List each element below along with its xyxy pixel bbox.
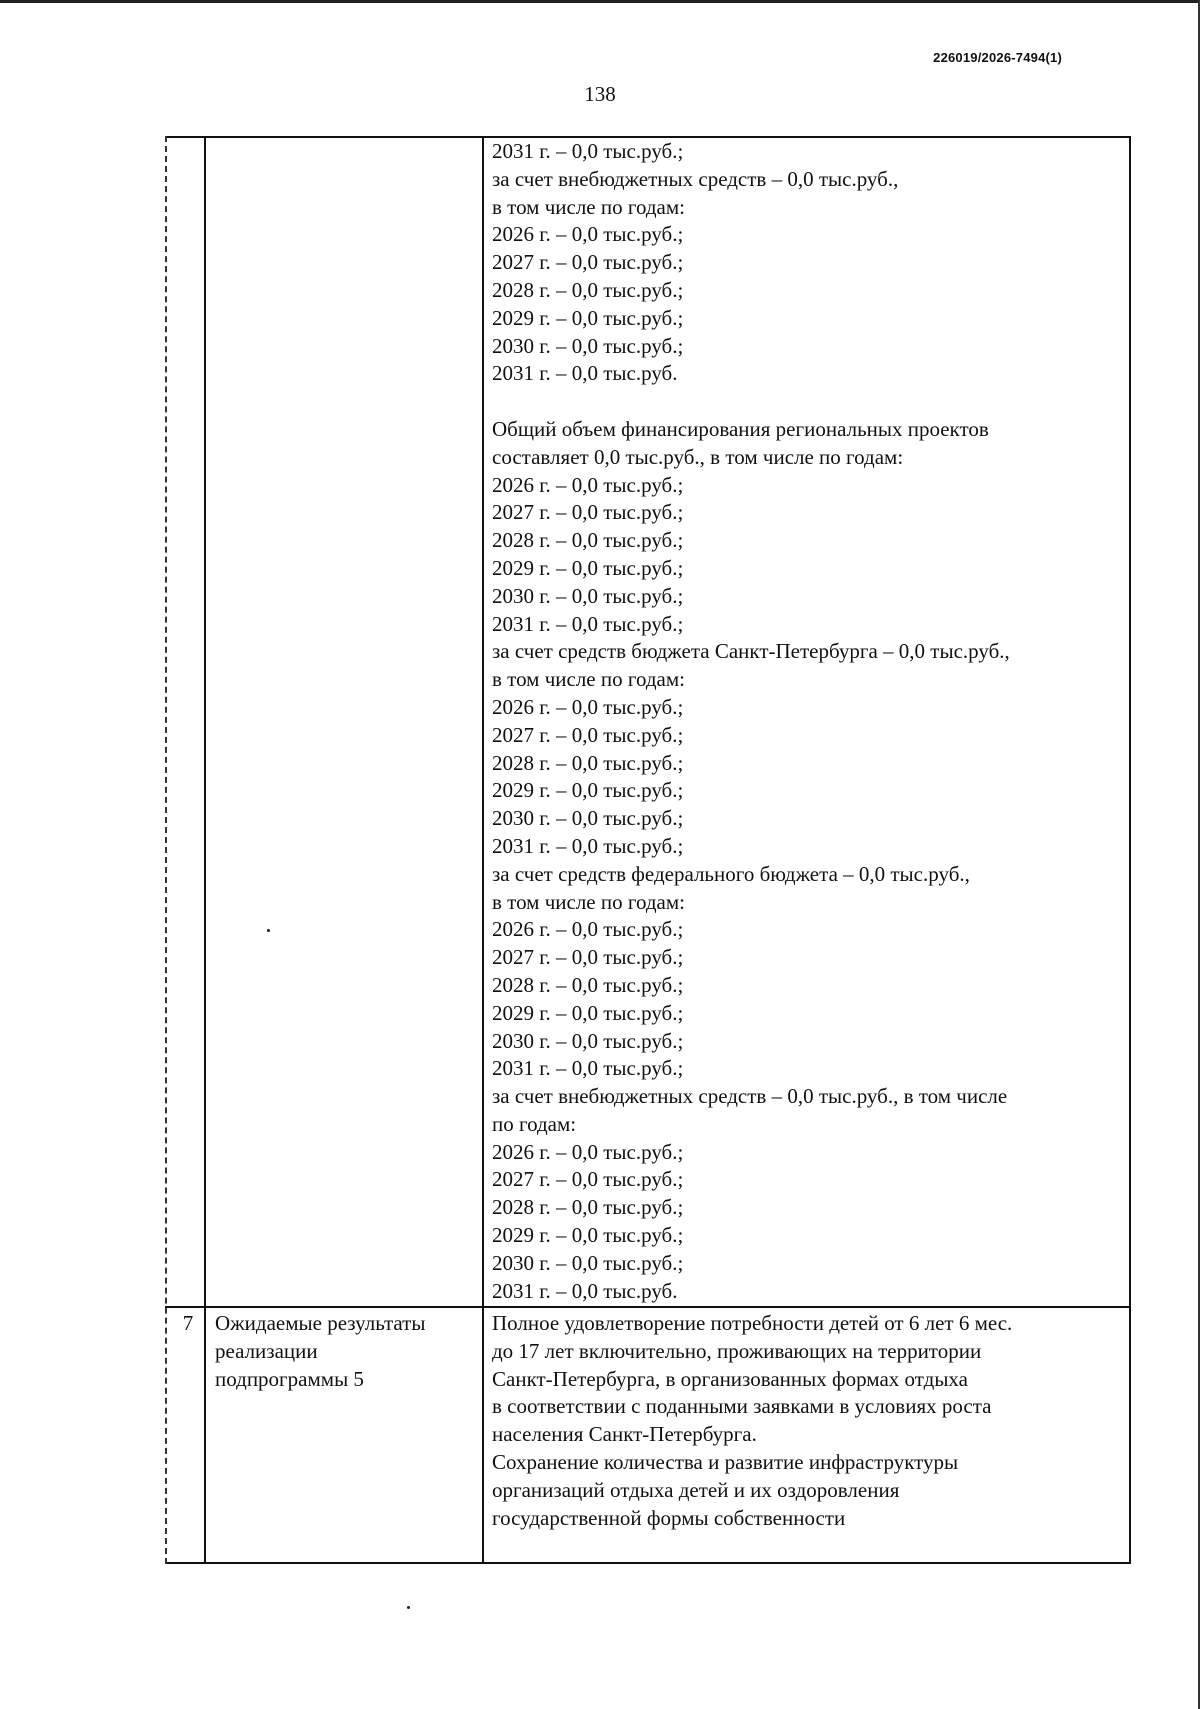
text-line: за счет средств федерального бюджета – 0,0 тыс.руб., [492, 861, 970, 886]
result-line: организаций отдыха детей и их оздоровления [492, 1477, 900, 1502]
text-line: 2029 г. – 0,0 тыс.руб.; [492, 555, 684, 580]
page-number: 138 [584, 82, 616, 106]
scan-top-edge [0, 0, 1200, 3]
name-line: подпрограммы 5 [215, 1366, 364, 1391]
text-line: 2030 г. – 0,0 тыс.руб.; [492, 1250, 684, 1275]
text-line: в том числе по годам: [492, 194, 685, 219]
text-line: 2031 г. – 0,0 тыс.руб. [492, 361, 678, 386]
text-line: в том числе по годам: [492, 889, 685, 914]
result-line: в соответствии с поданными заявками в условиях роста [492, 1394, 992, 1419]
text-line: 2028 г. – 0,0 тыс.руб.; [492, 528, 684, 553]
result-line: Полное удовлетворение потребности детей от 6 лет 6 мес. [492, 1311, 1013, 1335]
text-line: за счет средств бюджета Санкт-Петербурга – 0,0 тыс.руб., [492, 639, 1010, 664]
scan-speck [267, 929, 270, 932]
text-line: 2027 г. – 0,0 тыс.руб.; [492, 500, 684, 525]
table-right-border [1129, 136, 1131, 1564]
row-7-name-cell [215, 1310, 475, 1393]
text-line: 2027 г. – 0,0 тыс.руб.; [492, 1167, 684, 1192]
text-line: 2029 г. – 0,0 тыс.руб.; [492, 305, 684, 330]
text-line: 2029 г. – 0,0 тыс.руб.; [492, 778, 684, 803]
text-line: 2026 г. – 0,0 тыс.руб.; [492, 222, 684, 247]
document-registration-code: 226019/2026-7494(1) [933, 50, 1062, 65]
result-line: Сохранение количества и развитие инфраструктуры [492, 1449, 959, 1474]
blank-line [492, 388, 1122, 416]
name-line: Ожидаемые результаты [215, 1311, 426, 1335]
text-line: 2028 г. – 0,0 тыс.руб.; [492, 972, 684, 997]
column-divider-name [482, 136, 484, 1564]
row-7-number: 7 [182, 1311, 194, 1335]
text-line: 2026 г. – 0,0 тыс.руб.; [492, 694, 684, 719]
text-line: 2026 г. – 0,0 тыс.руб.; [492, 472, 684, 497]
text-line: 2026 г. – 0,0 тыс.руб.; [492, 1139, 684, 1164]
text-line: 2029 г. – 0,0 тыс.руб.; [492, 1000, 684, 1025]
text-line: 2031 г. – 0,0 тыс.руб.; [492, 1056, 684, 1081]
text-line: 2030 г. – 0,0 тыс.руб.; [492, 1028, 684, 1053]
row-divider-7 [165, 1306, 1131, 1308]
text-line: 2030 г. – 0,0 тыс.руб.; [492, 583, 684, 608]
result-line: государственной формы собственности [492, 1505, 846, 1530]
result-line: Санкт-Петербурга, в организованных формах отдыха [492, 1366, 968, 1391]
text-line: за счет внебюджетных средств – 0,0 тыс.руб., в том числе [492, 1084, 1008, 1109]
text-line: за счет внебюджетных средств – 0,0 тыс.руб., [492, 166, 899, 191]
text-line: в том числе по годам: [492, 667, 685, 692]
text-line: 2031 г. – 0,0 тыс.руб. [492, 1278, 678, 1303]
text-line: 2027 г. – 0,0 тыс.руб.; [492, 250, 684, 275]
table-bottom-border [165, 1562, 1131, 1564]
row-7-expected-results-cell [492, 1310, 1122, 1532]
text-line: 2027 г. – 0,0 тыс.руб.; [492, 722, 684, 747]
name-line: реализации [215, 1338, 318, 1363]
text-line: 2028 г. – 0,0 тыс.руб.; [492, 1195, 684, 1220]
text-line: 2031 г. – 0,0 тыс.руб.; [492, 833, 684, 858]
text-line: 2031 г. – 0,0 тыс.руб.; [492, 611, 684, 636]
text-line: 2029 г. – 0,0 тыс.руб.; [492, 1223, 684, 1248]
table-left-border [165, 136, 167, 1564]
text-line: составляет 0,0 тыс.руб., в том числе по годам: [492, 444, 904, 469]
text-line: по годам: [492, 1111, 577, 1136]
column-divider-number [204, 136, 206, 1564]
result-line: до 17 лет включительно, проживающих на территории [492, 1338, 982, 1363]
result-line: населения Санкт-Петербурга. [492, 1422, 757, 1447]
text-line: Общий объем финансирования региональных проектов [492, 416, 989, 441]
text-line: 2027 г. – 0,0 тыс.руб.; [492, 945, 684, 970]
financing-continuation-cell [492, 138, 1122, 1305]
scan-speck [407, 1606, 410, 1609]
text-line: 2031 г. – 0,0 тыс.руб.; [492, 139, 684, 163]
text-line: 2028 г. – 0,0 тыс.руб.; [492, 277, 684, 302]
text-line: 2028 г. – 0,0 тыс.руб.; [492, 750, 684, 775]
text-line: 2030 г. – 0,0 тыс.руб.; [492, 806, 684, 831]
text-line: 2026 г. – 0,0 тыс.руб.; [492, 917, 684, 942]
text-line: 2030 г. – 0,0 тыс.руб.; [492, 333, 684, 358]
